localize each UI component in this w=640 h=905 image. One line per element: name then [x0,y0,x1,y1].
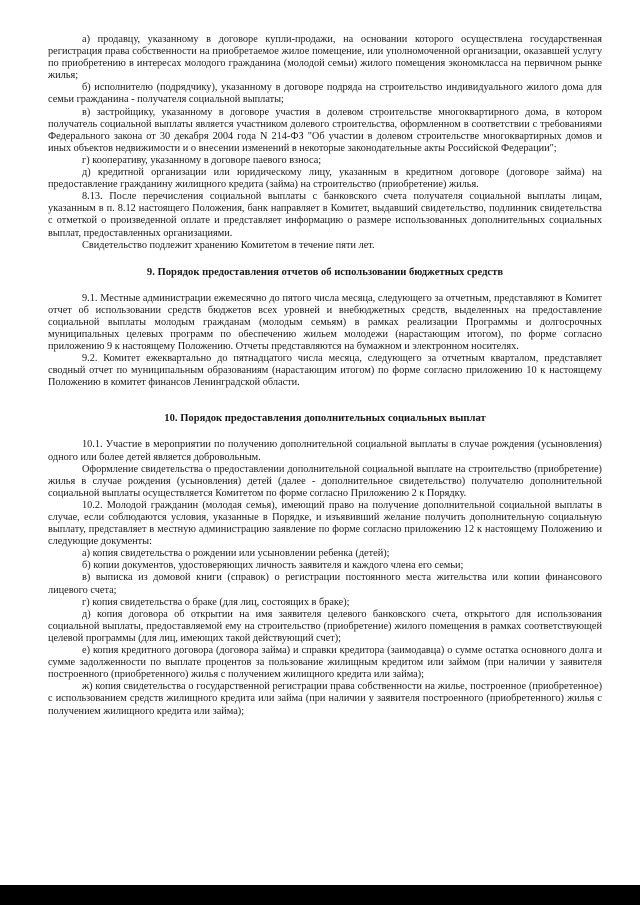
doc-item-e: е) копия кредитного договора (договора займа) и справки кредитора (заимодавца) о сумме остатка основного долга и сумме задолженности по выплате процентов за пользование жилищным кредитом или займом (при наличии у заявителя построенного (приобретенного) жилья с получением жилищного кредита или займа); [48,645,602,681]
doc-item-v: в) выписка из домовой книги (справок) о регистрации постоянного места жительства или копии финансового лицевого счета; [48,572,602,596]
clause-10-1: 10.1. Участие в мероприятии по получению дополнительной социальной выплаты в случае рождения (усыновления) одного или более детей является добровольным. [48,439,602,463]
item-d-credit-org: д) кредитной организации или юридическому лицу, указанным в кредитном договоре (договоре займа) на предоставление гражданину жилищного кредита (займа) на строительство (приобретение) жилья. [48,167,602,191]
doc-item-g: г) копия свидетельства о браке (для лиц, состоящих в браке); [82,596,350,608]
clause-9-1: 9.1. Местные администрации ежемесячно до пятого числа месяца, следующего за отчетным, представляют в Комитет отчет об использовании средств бюджетов всех уровней и внебюджетных средств, выделенных на предоставление социальной выплаты молодым гражданам (молодым семьям) в рамках реализации Программы и долгосрочных муниципальных целевых программ по обеспечению жильем молодежи (нарастающим итогом), по форме согласно приложению 9 к настоящему Положению. Отчеты представляются на бумажном и электронном носителях. [48,292,602,353]
certificate-storage-note: Свидетельство подлежит хранению Комитетом в течение пяти лет. [82,239,375,251]
scan-bottom-edge [0,885,640,905]
additional-certificate-note: Оформление свидетельства о предоставлении дополнительной социальной выплате на строительство (приобретение) жилья в случае рождения (усыновления) детей (далее - дополнительное свидетельство) получателю дополнительной социальной выплаты осуществляется Комитетом по форме согласно Приложению 2 к Порядку. [48,463,602,499]
section-10-heading: 10. Порядок предоставления дополнительных социальных выплат [164,413,486,425]
section-9-heading: 9. Порядок предоставления отчетов об использовании бюджетных средств [146,266,504,278]
top-items [48,34,602,252]
item-a-seller: а) продавцу, указанному в договоре купли-продажи, на основании которого осуществлена государственная регистрация права собственности на приобретаемое жилое помещение, или уполномоченной организации, оказавшей услугу по приобретению в интересах молодого гражданина (молодой семьи) жилого помещения экономкласса на первичном рынке жилья; [48,34,602,82]
item-b-contractor: б) исполнителю (подрядчику), указанному в договоре подряда на строительство индивидуального жилого дома для семьи гражданина - получателя социальной выплаты; [48,82,602,106]
item-v-developer: в) застройщику, указанному в договоре участия в долевом строительстве многоквартирного дома, в котором получатель социальной выплаты является участником долевого строительства, оформленном в соответствии с требованиями Федерального закона от 30 декабря 2004 года N 214-ФЗ "Об участии в долевом строительстве многоквартирных домов и иных объектов недвижимости и о внесении изменений в некоторые законодательные акты Российской Федерации"; [48,106,602,154]
document-page [48,34,602,718]
clause-9-2: 9.2. Комитет ежеквартально до пятнадцатого числа месяца, следующего за отчетным кварталом, представляет сводный отчет по муниципальным образованиям (нарастающим итогом) по форме согласно приложению 10 к настоящему Положению в комитет финансов Ленинградской области. [48,353,602,389]
clause-8-13: 8.13. После перечисления социальной выплаты с банковского счета получателя социальной выплаты лицам, указанным в п. 8.12 настоящего Положения, банк направляет в Комитет, выдавший свидетельство, подлинник свидетельства с отметкой о произведенной оплате и представляет информацию о размере использованных дополнительных социальных выплат, предоставленных организациями. [48,191,602,239]
doc-item-zh: ж) копия свидетельства о государственной регистрации права собственности на жилье, построенное (приобретенное) с использованием средств жилищного кредита или займа (при наличии у заявителя построенного (приобретенного) жилья с получением жилищного кредита или займа); [48,681,602,717]
doc-item-a: а) копия свидетельства о рождении или усыновлении ребенка (детей); [82,548,390,560]
doc-item-d: д) копия договора об открытии на имя заявителя целевого банковского счета, открытого для использования социальной выплаты, предоставляемой ему на строительство (приобретение) жилого помещения в рамках соответствующей целевой программы (для лиц, имеющих такой действующий счет); [48,608,602,644]
clause-10-2: 10.2. Молодой гражданин (молодая семья), имеющий право на получение дополнительной социальной выплаты в случае, если соблюдаются условия, указанные в Порядке, и изъявивший желание получить дополнительную социальную выплату, представляет в местную администрацию заявление по форме согласно приложению 12 к настоящему Положению и следующие документы: [48,499,602,548]
doc-item-b: б) копии документов, удостоверяющих личность заявителя и каждого члена его семьи; [82,560,464,572]
item-g-cooperative: г) кооперативу, указанному в договоре паевого взноса; [82,154,322,166]
